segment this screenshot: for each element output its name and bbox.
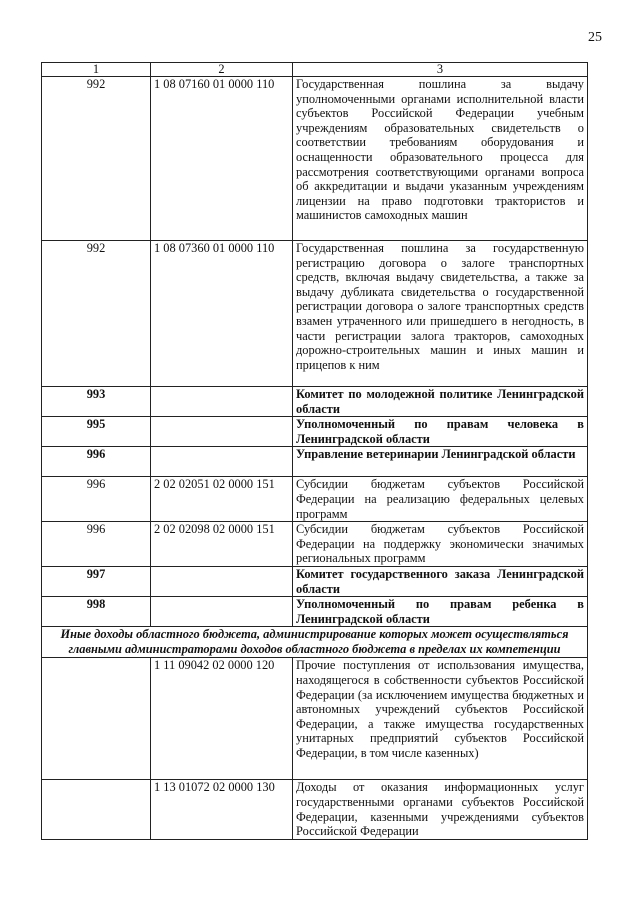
admin-code: 995 — [42, 417, 151, 447]
table-row — [42, 566, 588, 596]
page-number: 25 — [588, 30, 602, 45]
revenue-code — [151, 447, 293, 477]
revenue-code: 1 11 09042 02 0000 120 — [151, 658, 293, 780]
header-col-2: 2 — [151, 63, 293, 77]
revenue-description: Государственная пошлина за выдачу уполномоченными органами исполнительной власти субъектов Российской Федерации учебным учреждениям образовательных свидетельств о соответствии требованиям оборудования и оснащенности образовательного процесса для рассмотрения соответствующими органами вопроса об аккредитации и выдачи указанным учреждениям лицензии на право подготовки трактористов и машинистов самоходных машин — [293, 77, 588, 241]
revenue-code — [151, 417, 293, 447]
table-row — [42, 477, 588, 522]
revenue-description: Прочие поступления от использования имущества, находящегося в собственности субъектов Российской Федерации (за исключением имущества бюджетных и автономных учреждений субъектов Российской Федерации, а также имущества государственных унитарных предприятий субъектов Российской Федерации, в том числе казенных) — [293, 658, 588, 780]
table-row — [42, 597, 588, 627]
admin-code: 998 — [42, 597, 151, 627]
table-row — [42, 417, 588, 447]
table-row — [42, 447, 588, 477]
revenue-description: Субсидии бюджетам субъектов Российской Федерации на реализацию федеральных целевых программ — [293, 477, 588, 522]
admin-code — [42, 658, 151, 780]
section-heading: Иные доходы областного бюджета, администрирование которых может осуществляться главными администраторами доходов областного бюджета в пределах их компетенции — [42, 627, 588, 658]
revenue-code — [151, 387, 293, 417]
administrator-name: Уполномоченный по правам человека в Ленинградской области — [293, 417, 588, 447]
revenue-code: 2 02 02098 02 0000 151 — [151, 522, 293, 567]
revenue-description: Доходы от оказания информационных услуг государственными органами субъектов Российской Федерации, казенными учреждениями субъектов Российской Федерации — [293, 780, 588, 840]
revenue-code: 1 13 01072 02 0000 130 — [151, 780, 293, 840]
table-row — [42, 658, 588, 780]
revenue-description: Субсидии бюджетам субъектов Российской Федерации на поддержку экономически значимых региональных программ — [293, 522, 588, 567]
revenue-code — [151, 566, 293, 596]
revenue-code: 1 08 07160 01 0000 110 — [151, 77, 293, 241]
table-row — [42, 77, 588, 241]
administrator-name: Уполномоченный по правам ребенка в Ленинградской области — [293, 597, 588, 627]
table-row — [42, 387, 588, 417]
admin-code: 996 — [42, 477, 151, 522]
table-header-row — [42, 63, 588, 77]
table-row — [42, 241, 588, 387]
revenue-table — [41, 62, 588, 840]
revenue-description: Государственная пошлина за государственную регистрацию договора о залоге транспортных средств, включая выдачу свидетельства, а также за выдачу дубликата свидетельства о государственной регистрации договора о залоге транспортных средств взамен утраченного или пришедшего в негодность, в части регистрации залога тракторов, самоходных дорожно-строительных машин и иных машин и прицепов к ним — [293, 241, 588, 387]
table-row — [42, 522, 588, 567]
admin-code: 993 — [42, 387, 151, 417]
admin-code: 996 — [42, 522, 151, 567]
revenue-code: 2 02 02051 02 0000 151 — [151, 477, 293, 522]
administrator-name: Управление ветеринарии Ленинградской области — [293, 447, 588, 477]
admin-code: 992 — [42, 241, 151, 387]
admin-code: 992 — [42, 77, 151, 241]
header-col-3: 3 — [293, 63, 588, 77]
admin-code: 996 — [42, 447, 151, 477]
header-col-1: 1 — [42, 63, 151, 77]
administrator-name: Комитет государственного заказа Ленинградской области — [293, 566, 588, 596]
admin-code — [42, 780, 151, 840]
revenue-code — [151, 597, 293, 627]
revenue-code: 1 08 07360 01 0000 110 — [151, 241, 293, 387]
section-heading-row — [42, 627, 588, 658]
table-row — [42, 780, 588, 840]
administrator-name: Комитет по молодежной политике Ленинградской области — [293, 387, 588, 417]
admin-code: 997 — [42, 566, 151, 596]
